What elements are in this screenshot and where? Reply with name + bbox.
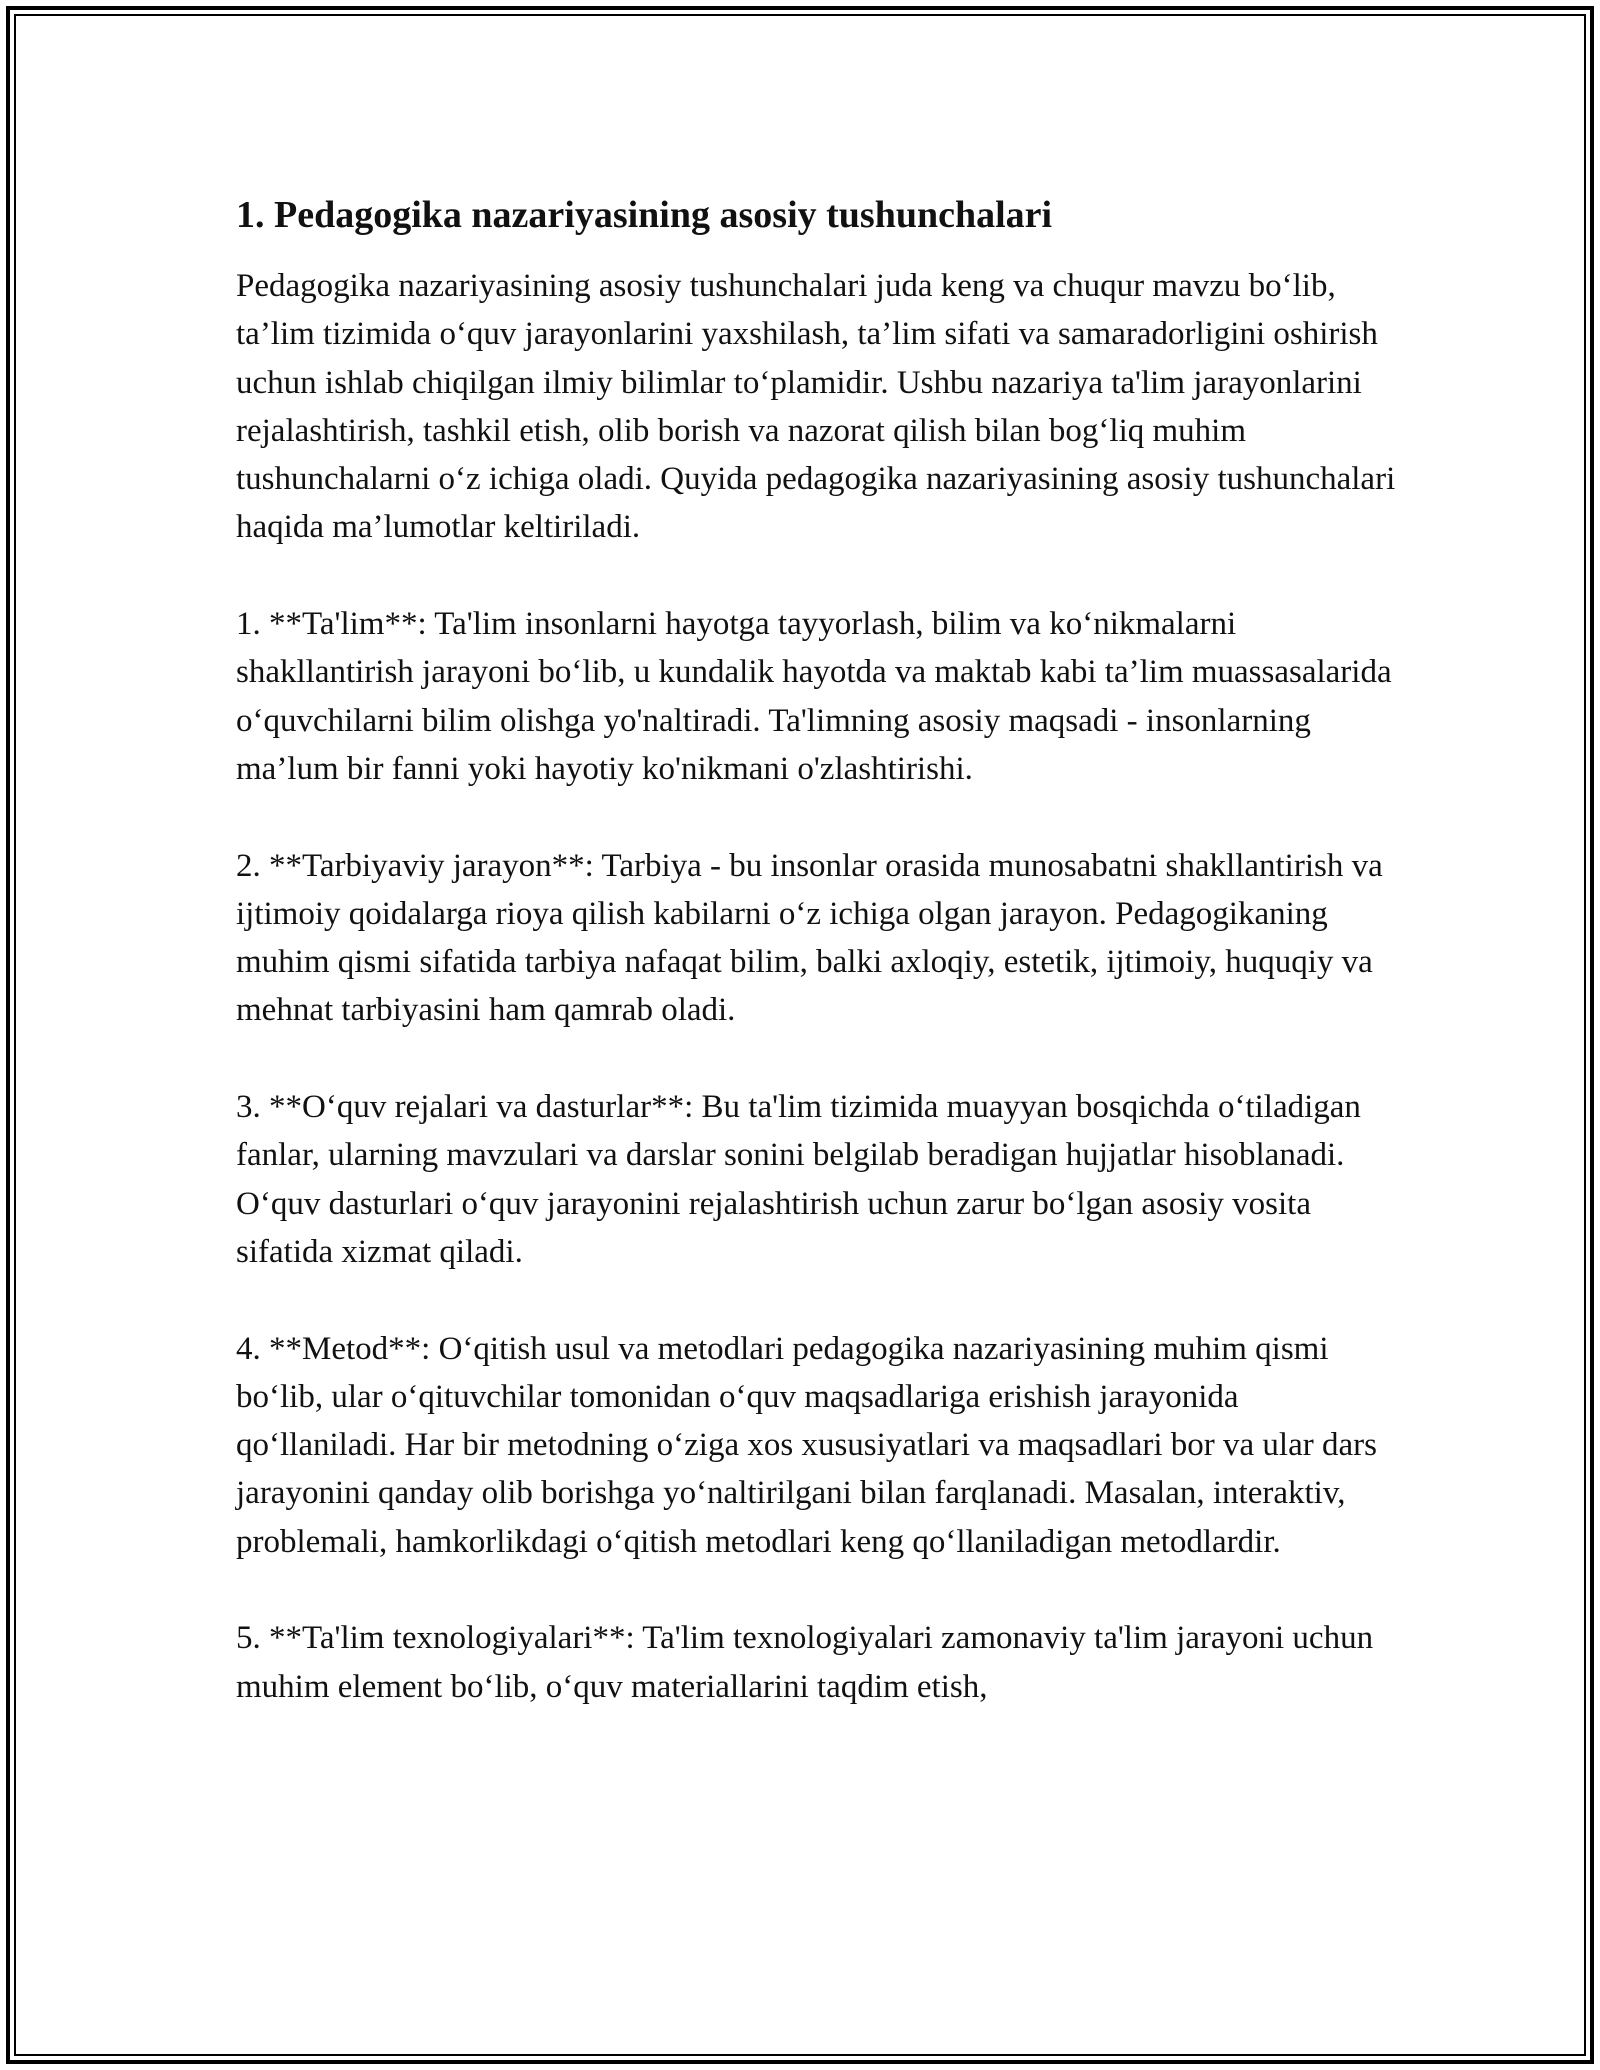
paragraph-talim-texnologiyalari: 5. **Ta'lim texnologiyalari**: Ta'lim texnologiyalari zamonaviy ta'lim jarayoni uchun muhim element bo‘lib, o‘quv materiallarini taqdim etish, xyxy=(236,1620,1374,1705)
document-body xyxy=(236,190,1396,1759)
section-heading: 1. Pedagogika nazariyasining asosiy tushunchalari xyxy=(236,194,1053,236)
paragraph-oquv-rejalari: 3. **O‘quv rejalari va dasturlar**: Bu ta'lim tizimida muayyan bosqichda o‘tiladigan fanlar, ularning mavzulari va darslar sonini belgilab beradigan hujjatlar hisoblanadi. O‘quv dasturlari o‘quv jarayonini rejalashtirish uchun zarur bo‘lgan asosiy vosita sifatida xizmat qiladi. xyxy=(236,1089,1361,1270)
intro-paragraph: Pedagogika nazariyasining asosiy tushunchalari juda keng va chuqur mavzu bo‘lib, ta’lim tizimida o‘quv jarayonlarini yaxshilash, ta’lim sifati va samaradorligini oshirish uchun ishlab chiqilgan ilmiy bilimlar to‘plamidir. Ushbu nazariya ta'lim jarayonlarini rejalashtirish, tashkil etish, olib borish va nazorat qilish bilan bog‘liq muhim tushunchalarni o‘z ichiga oladi. Quyida pedagogika nazariyasining asosiy tushunchalari haqida ma’lumotlar keltiriladi. xyxy=(236,268,1396,546)
paragraph-metod: 4. **Metod**: O‘qitish usul va metodlari pedagogika nazariyasining muhim qismi bo‘lib, ular o‘qituvchilar tomonidan o‘quv maqsadlariga erishish jarayonida qo‘llaniladi. Har bir metodning o‘ziga xos xususiyatlari va maqsadlari bor va ular dars jarayonini qanday olib borishga yo‘naltirilgani bilan farqlanadi. Masalan, interaktiv, problemali, hamkorlikdagi o‘qitish metodlari keng qo‘llaniladigan metodlardir. xyxy=(236,1330,1377,1560)
paragraph-tarbiyaviy-jarayon: 2. **Tarbiyaviy jarayon**: Tarbiya - bu insonlar orasida munosabatni shakllantirish va ijtimoiy qoidalarga rioya qilish kabilarni o‘z ichiga olgan jarayon. Pedagogikaning muhim qismi sifatida tarbiya nafaqat bilim, balki axloqiy, estetik, ijtimoiy, huquqiy va mehnat tarbiyasini ham qamrab oladi. xyxy=(236,847,1383,1029)
paragraph-talim: 1. **Ta'lim**: Ta'lim insonlarni hayotga tayyorlash, bilim va ko‘nikmalarni shakllantirish jarayoni bo‘lib, u kundalik hayotda va maktab kabi ta’lim muassasalarida o‘quvchilarni bilim olishga yo'naltiradi. Ta'limning asosiy maqsadi - insonlarning ma’lum bir fanni yoki hayotiy ko'nikmani o'zlashtirishi. xyxy=(236,606,1392,787)
